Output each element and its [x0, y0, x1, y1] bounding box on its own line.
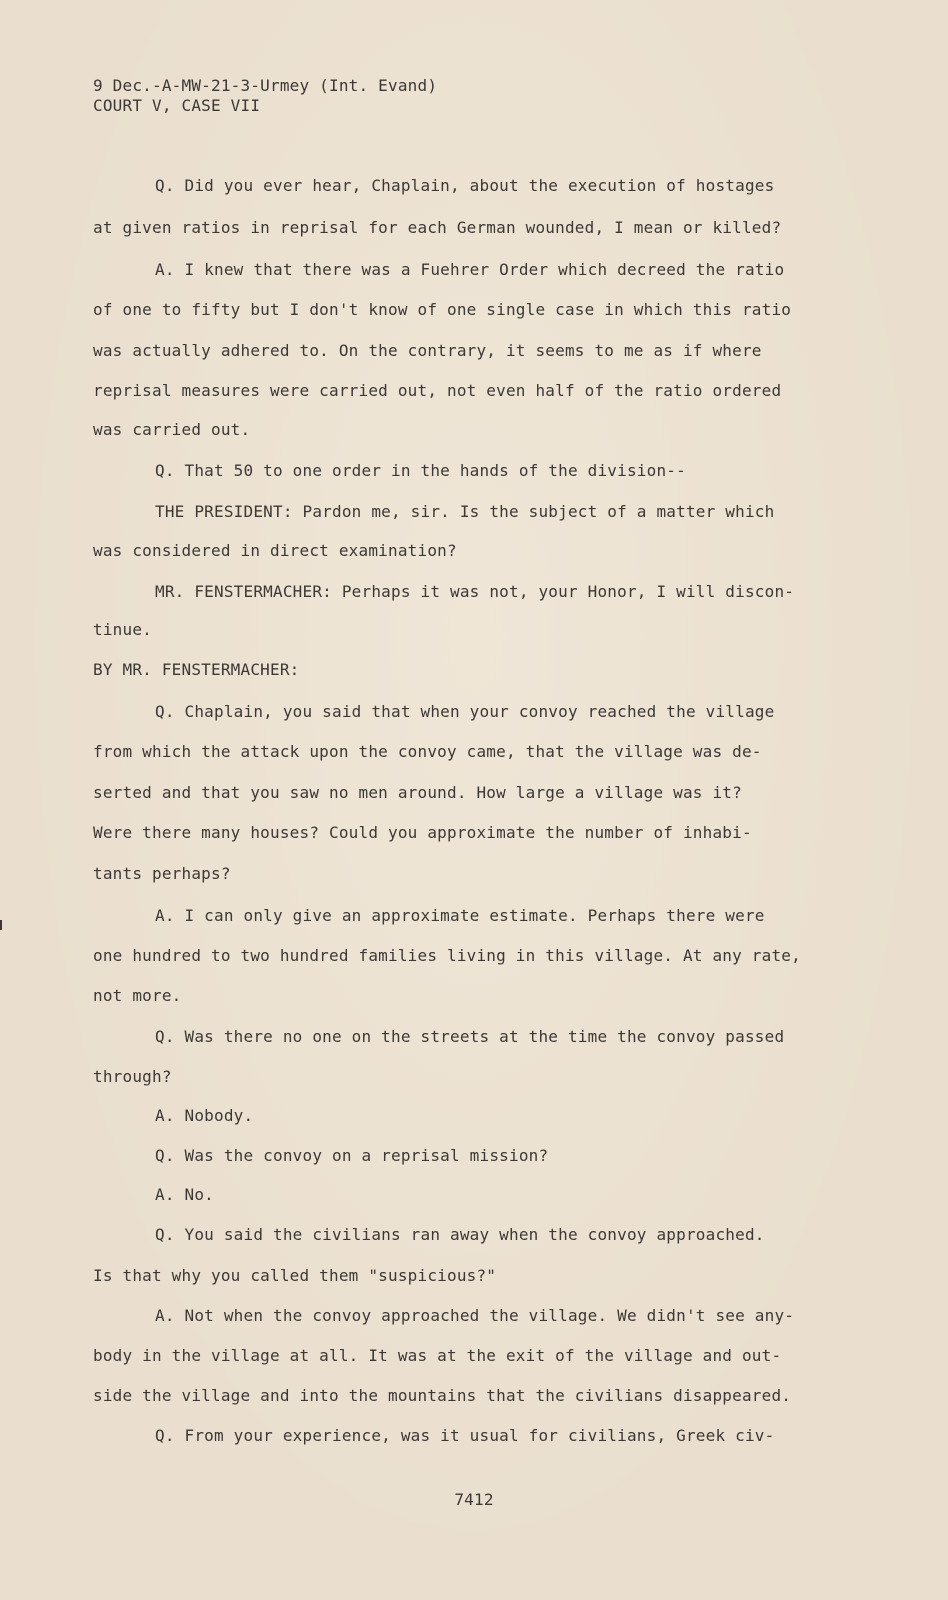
- transcript-line: A. Nobody.: [155, 1106, 254, 1125]
- transcript-line: through?: [93, 1067, 172, 1086]
- transcript-line: from which the attack upon the convoy came, that the village was de-: [93, 742, 762, 761]
- transcript-line: Q. Did you ever hear, Chaplain, about the execution of hostages: [155, 176, 775, 195]
- transcript-line: of one to fifty but I don't know of one single case in which this ratio: [93, 300, 792, 319]
- transcript-line: body in the village at all. It was at the exit of the village and out-: [93, 1346, 782, 1365]
- transcript-line: A. No.: [155, 1185, 214, 1204]
- transcript-line: Q. Was there no one on the streets at the time the convoy passed: [155, 1027, 785, 1046]
- transcript-line: Q. Was the convoy on a reprisal mission?: [155, 1146, 549, 1165]
- transcript-line: tants perhaps?: [93, 864, 231, 883]
- transcript-line: A. Not when the convoy approached the village. We didn't see any-: [155, 1306, 795, 1325]
- transcript-line: MR. FENSTERMACHER: Perhaps it was not, your Honor, I will discon-: [155, 582, 795, 601]
- transcript-line: side the village and into the mountains that the civilians disappeared.: [93, 1386, 792, 1405]
- transcript-line: A. I knew that there was a Fuehrer Order which decreed the ratio: [155, 260, 785, 279]
- transcript-line: was actually adhered to. On the contrary, it seems to me as if where: [93, 341, 762, 360]
- transcript-line: Q. From your experience, was it usual for civilians, Greek civ-: [155, 1426, 775, 1445]
- transcript-line: Q. Chaplain, you said that when your convoy reached the village: [155, 702, 775, 721]
- transcript-line: was considered in direct examination?: [93, 541, 457, 560]
- transcript-line: A. I can only give an approximate estimate. Perhaps there were: [155, 906, 765, 925]
- header-line-2: COURT V, CASE VII: [93, 96, 261, 115]
- transcript-line: THE PRESIDENT: Pardon me, sir. Is the subject of a matter which: [155, 502, 775, 521]
- transcript-line: serted and that you saw no men around. How large a village was it?: [93, 783, 742, 802]
- transcript-line: reprisal measures were carried out, not even half of the ratio ordered: [93, 381, 782, 400]
- transcript-line: one hundred to two hundred families living in this village. At any rate,: [93, 946, 801, 965]
- transcript-line: not more.: [93, 986, 182, 1005]
- transcript-line: was carried out.: [93, 420, 251, 439]
- transcript-line: at given ratios in reprisal for each German wounded, I mean or killed?: [93, 218, 782, 237]
- transcript-line: tinue.: [93, 620, 152, 639]
- page-number: 7412: [454, 1490, 494, 1509]
- edge-mark: [0, 920, 2, 930]
- transcript-line: Q. That 50 to one order in the hands of the division--: [155, 461, 686, 480]
- transcript-line: BY MR. FENSTERMACHER:: [93, 660, 300, 679]
- transcript-line: Q. You said the civilians ran away when the convoy approached.: [155, 1225, 765, 1244]
- header-line-1: 9 Dec.-A-MW-21-3-Urmey (Int. Evand): [93, 76, 438, 95]
- transcript-line: Is that why you called them "suspicious?": [93, 1266, 497, 1285]
- transcript-line: Were there many houses? Could you approximate the number of inhabi-: [93, 823, 752, 842]
